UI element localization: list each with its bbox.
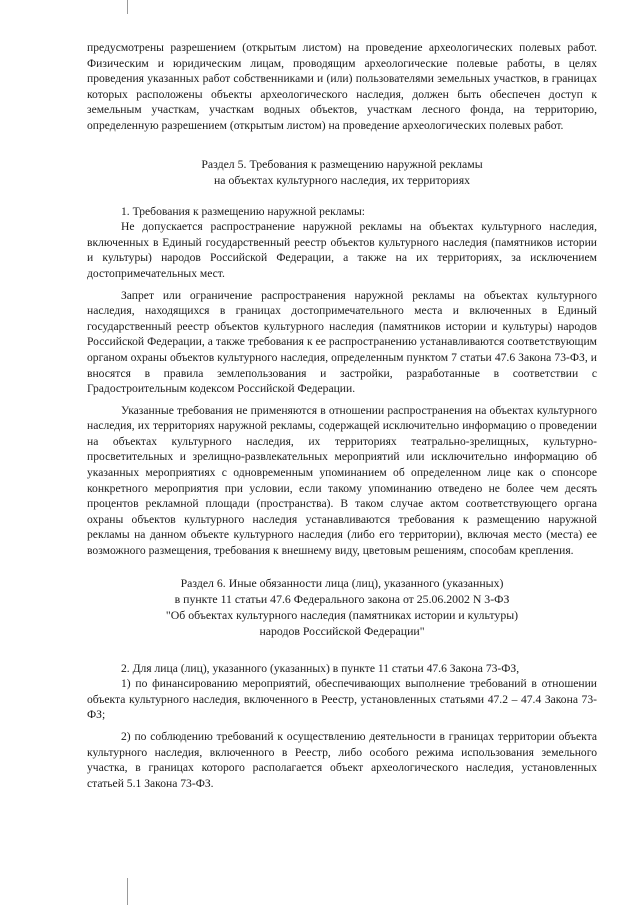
section6-subitem2: 2) по соблюдению требований к осуществлению деятельности в границах территории объекта культурного наследия, включенного в Реестр, либо особого режима использования земельного участка, в границах которого располагается объект археологического наследия, установленных статьей 5.1 Закона 73-ФЗ. (87, 730, 597, 790)
section6-title-line1: Раздел 6. Иные обязанности лица (лиц), указанного (указанных) (180, 575, 504, 590)
section6-subitem1: 1) по финансированию мероприятий, обеспечивающих выполнение требований в отношении объекта культурного наследия, включенного в Реестр, установленных статьями 47.2 – 47.4 Закона 73-ФЗ; (87, 677, 597, 722)
paragraph-archaeological-access: предусмотрены разрешением (открытым листом) на проведение археологических полевых работ. Физическим и юридическим лицам, проводящим археологические полевые работы, в целях проведения указанных работ собственниками и (или) пользователями земельных участков, в границах которых расположены объекты археологического наследия, должен быть обеспечен доступ к земельным участкам, участкам водных объектов, участкам лесного фонда, на территорию, определенную разрешением (открытым листом) на проведение археологических полевых работ. (87, 41, 597, 132)
section6-title-line3: "Об объектах культурного наследия (памятниках истории и культуры) (165, 607, 519, 622)
section5-title-line1: Раздел 5. Требования к размещению наружной рекламы (201, 156, 483, 171)
section5-title-line2: на объектах культурного наследия, их территориях (213, 172, 471, 187)
scan-edge-mark-bottom (127, 878, 128, 905)
document-body (87, 40, 597, 791)
section6-title-line2: в пункте 11 статьи 47.6 Федерального закона от 25.06.2002 N 3-ФЗ (174, 591, 510, 606)
section5-paragraph3: Указанные требования не применяются в отношении распространения на объектах культурного наследия, их территориях наружной рекламы, содержащей исключительно информацию о проведении на объектах культурного наследия, их территориях театрально-зрелищных, культурно-просветительных и зрелищно-развлекательных мероприятий или исключительно информацию об указанных мероприятиях с одновременным упоминанием об определенном лице как о спонсоре конкретного мероприятия при условии, если такому упоминанию отведено не более чем десять процентов рекламной площади (пространства). В таком случае актом соответствующего органа охраны объектов культурного наследия устанавливаются требования к размещению наружной рекламы на данном объекте культурного наследия (либо его территории), включая место (места) ее возможного размещения, требования к внешнему виду, цветовым решениям, способам крепления. (87, 403, 597, 558)
section6-title-line4: народов Российской Федерации" (259, 623, 425, 638)
section6-item2: 2. Для лица (лиц), указанного (указанных) в пункте 11 статьи 47.6 Закона 73-ФЗ, (121, 661, 520, 675)
section5-item1: 1. Требования к размещению наружной рекламы: (121, 204, 366, 218)
section5-paragraph2: Запрет или ограничение распространения наружной рекламы на объектах культурного наследия, находящихся в границах достопримечательного места и включенных в Единый государственный реестр объектов культурного наследия (памятников истории и культуры) народов Российской Федерации, а также требования к ее распространению устанавливаются соответствующим органом охраны объектов культурного наследия, определенным пунктом 7 статьи 47.6 Закона 73-ФЗ, и вносятся в правила землепользования и застройки, разработанные в соответствии с Градостроительным кодексом Российской Федерации. (87, 288, 597, 396)
scan-edge-mark-top (127, 0, 128, 14)
section5-paragraph1: Не допускается распространение наружной рекламы на объектах культурного наследия, включенных в Единый государственный реестр объектов культурного наследия (памятников истории и культуры) народов Российской Федерации, а также на их территориях, за исключением достопримечательных мест. (87, 220, 597, 280)
